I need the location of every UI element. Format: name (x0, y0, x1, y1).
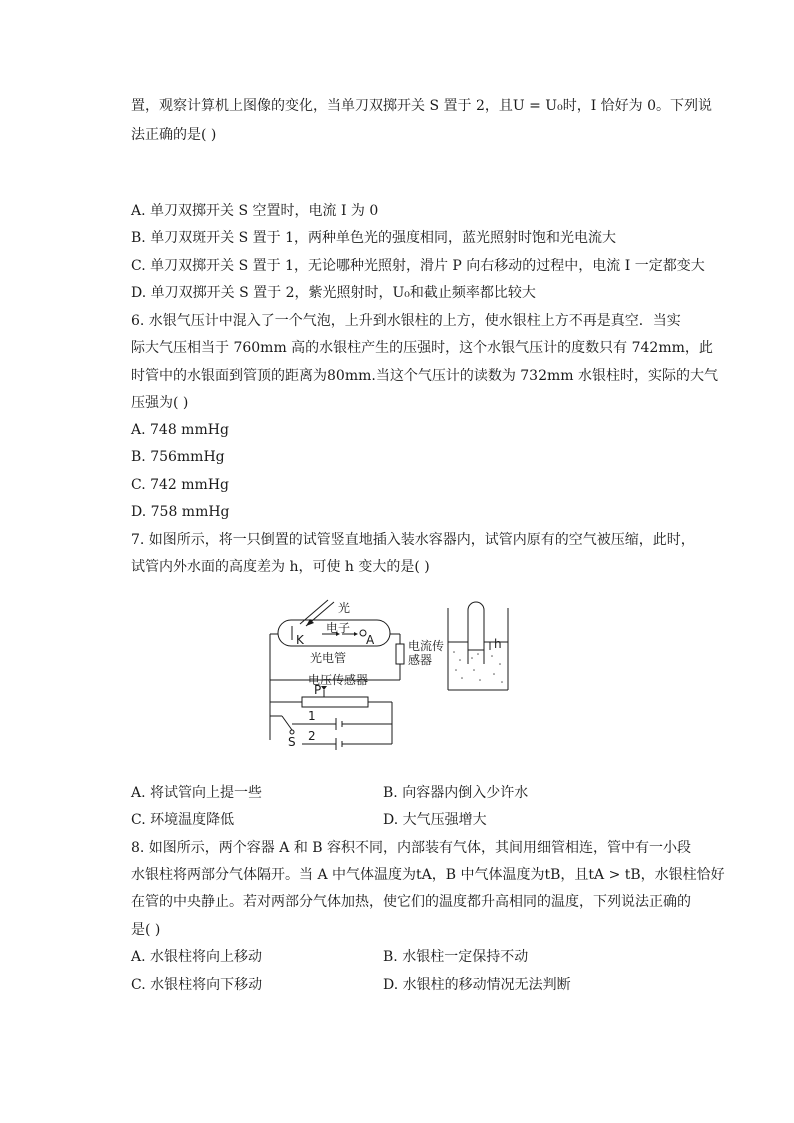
q5-option-a: A. 单刀双掷开关 S 空置时，电流 I 为 0 (131, 203, 379, 219)
q7-stem-line-2: 试管内外水面的高度差为 h，可使 h 变大的是( ) (131, 559, 430, 575)
q6-stem-line-1: 6. 水银气压计中混入了一个气泡，上升到水银柱的上方，使水银柱上方不再是真空．当实 (131, 313, 681, 329)
q8-option-a: A. 水银柱将向上移动 (131, 949, 263, 965)
q8-option-c: C. 水银柱将向下移动 (131, 977, 263, 993)
label-voltage-sensor: 电压传感器 (308, 673, 369, 687)
q6-option-d: D. 758 mmHg (131, 504, 230, 520)
q6-stem-line-2: 际大气压相当于 760mm 高的水银柱产生的压强时，这个水银气压计的度数只有 742mm，此 (131, 340, 713, 356)
q8-stem-line-4: 是( ) (131, 922, 161, 938)
label-current-sensor-1: 电流传 (408, 639, 445, 653)
label-electron: 电子 (326, 621, 351, 635)
q8-option-b: B. 水银柱一定保持不动 (383, 949, 529, 965)
label-current-sensor-2: 感器 (408, 653, 433, 667)
label-phototube: 光电管 (310, 651, 347, 665)
q6-option-c: C. 742 mmHg (131, 477, 230, 493)
q5-option-c: C. 单刀双掷开关 S 置于 1，无论哪种光照射，滑片 P 向右移动的过程中，电流 I 一定都变大 (131, 258, 705, 274)
q8-stem-line-3: 在管的中央静止。若对两部分气体加热，使它们的温度都升高相同的温度，下列说法正确的 (131, 894, 691, 910)
q7-option-a: A. 将试管向上提一些 (131, 785, 263, 801)
q6-stem-line-3: 时管中的水银面到管顶的距离为80mm.当这个气压计的读数为 732mm 水银柱时，实际的大气 (131, 368, 718, 384)
q8-option-d: D. 水银柱的移动情况无法判断 (383, 977, 571, 993)
q7-option-b: B. 向容器内倒入少许水 (383, 785, 529, 801)
current-sensor-shape (396, 644, 404, 664)
q5-option-d: D. 单刀双掷开关 S 置于 2，紫光照射时，U₀和截止频率都比较大 (131, 285, 536, 301)
q7-figure (262, 598, 522, 754)
q8-stem-line-2: 水银柱将两部分气体隔开。当 A 中气体温度为tA，B 中气体温度为tB，且tA > tB，水银柱恰好 (131, 867, 725, 883)
q5-stem-line-1: 置，观察计算机上图像的变化，当单刀双掷开关 S 置于 2，且U = U₀时，I 恰好为 0。下列说 (131, 98, 713, 114)
label-light: 光 (338, 601, 351, 615)
q8-stem-line-1: 8. 如图所示，两个容器 A 和 B 容积不同，内部装有气体，其间用细管相连，管中有一小段 (131, 840, 692, 856)
label-k: K (296, 633, 304, 647)
q6-option-a: A. 748 mmHg (131, 422, 229, 438)
q6-option-b: B. 756mmHg (131, 449, 225, 465)
label-a: A (366, 633, 375, 647)
label-p: P (314, 683, 322, 697)
q7-stem-line-1: 7. 如图所示，将一只倒置的试管竖直地插入装水容器内，试管内原有的空气被压缩，此时， (131, 532, 695, 548)
rheostat-shape (302, 697, 368, 707)
q7-option-d: D. 大气压强增大 (383, 812, 487, 828)
q5-stem-line-2: 法正确的是( ) (131, 127, 217, 143)
label-2: 2 (308, 729, 316, 743)
q5-option-b: B. 单刀双斑开关 S 置于 1，两种单色光的强度相同，蓝光照射时饱和光电流大 (131, 230, 617, 246)
q6-stem-line-4: 压强为( ) (131, 395, 189, 411)
q7-option-c: C. 环境温度降低 (131, 812, 235, 828)
label-s: S (288, 735, 296, 749)
label-1: 1 (308, 709, 316, 723)
label-h: h (494, 637, 502, 651)
